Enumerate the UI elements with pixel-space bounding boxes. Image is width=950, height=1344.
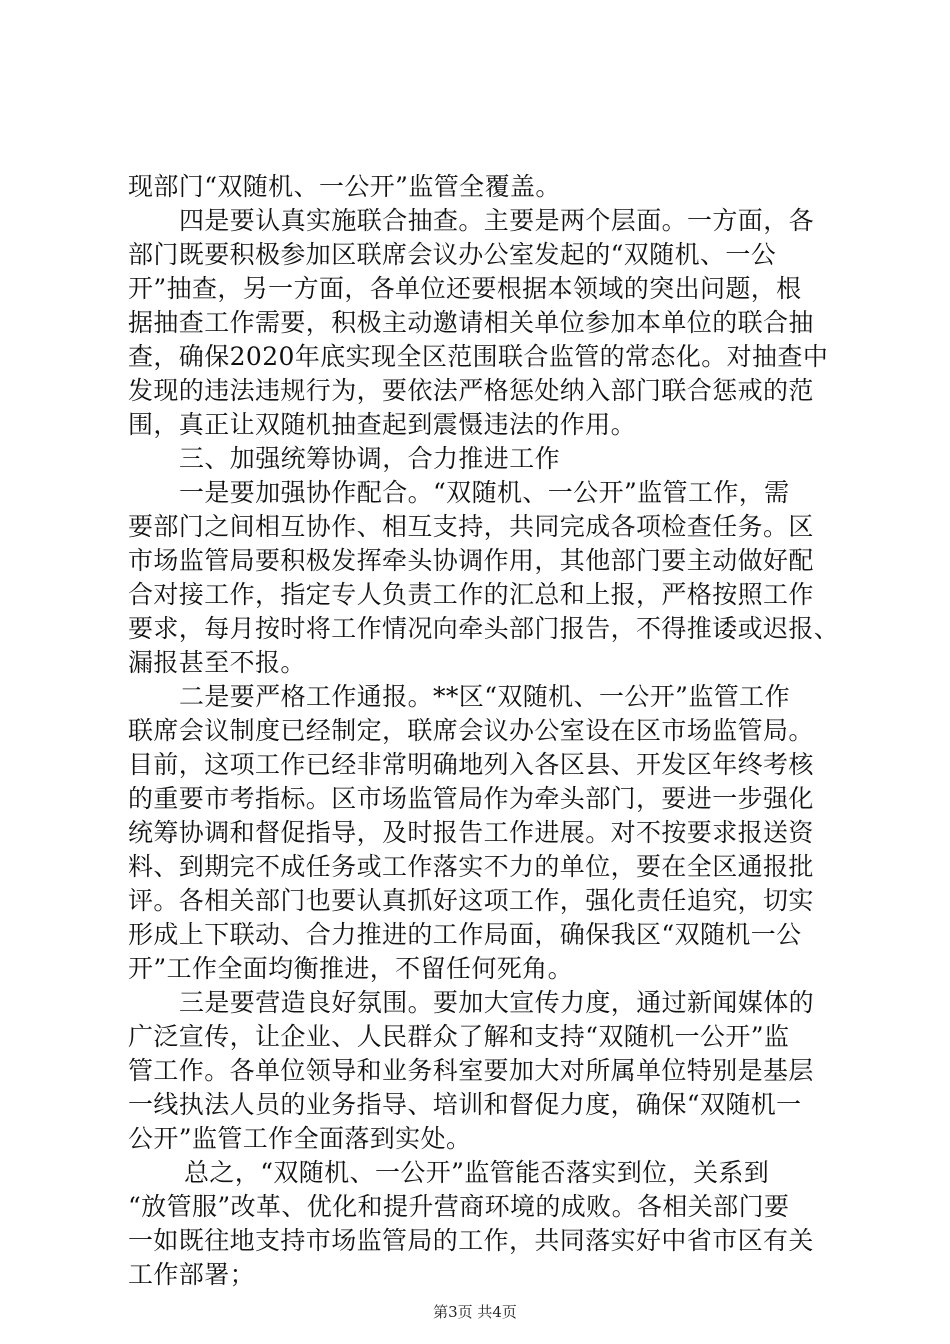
- text-line: 开”工作全面均衡推进，不留任何死角。: [128, 954, 573, 983]
- section-heading: 三、加强统筹协调，合力推进工作: [179, 444, 561, 473]
- text-line: 统筹协调和督促指导，及时报告工作进展。对不按要求报送资: [128, 818, 814, 847]
- text-line: 形成上下联动、合力推进的工作局面，确保我区“双随机一公: [128, 920, 802, 949]
- text-line: 围，真正让双随机抽查起到震慑违法的作用。: [128, 410, 637, 439]
- paragraph-first-line: 三是要营造良好氛围。要加大宣传力度，通过新闻媒体的: [179, 988, 815, 1017]
- text-line: 部门既要积极参加区联席会议办公室发起的“双随机、一公: [128, 240, 777, 269]
- text-line: 的重要市考指标。区市场监管局作为牵头部门，要进一步强化: [128, 784, 814, 813]
- text-line: 目前，这项工作已经非常明确地列入各区县、开发区年终考核: [128, 750, 814, 779]
- text-line: 一如既往地支持市场监管局的工作，共同落实好中省市区有关: [128, 1226, 814, 1255]
- text-line: 工作部署；: [128, 1260, 256, 1289]
- paragraph-first-line: 四是要认真实施联合抽查。主要是两个层面。一方面，各: [179, 206, 815, 235]
- text-line: 一线执法人员的业务指导、培训和督促力度，确保“双随机一: [128, 1090, 802, 1119]
- text-line: “放管服”改革、优化和提升营商环境的成败。各相关部门要: [128, 1192, 790, 1221]
- text-line: 发现的违法违规行为，要依法严格惩处纳入部门联合惩戒的范: [128, 376, 814, 405]
- text-line: 管工作。各单位领导和业务科室要加大对所属单位特别是基层: [128, 1056, 814, 1085]
- text-line: 漏报甚至不报。: [128, 648, 306, 677]
- text-line: 查，确保2020年底实现全区范围联合监管的常态化。对抽查中: [128, 342, 829, 371]
- text-line: 现部门“双随机、一公开”监管全覆盖。: [128, 172, 561, 201]
- text-line: 要求，每月按时将工作情况向牵头部门报告，不得推诿或迟报、: [128, 614, 840, 643]
- text-line: 料、到期完不成任务或工作落实不力的单位，要在全区通报批: [128, 852, 814, 881]
- text-line: 要部门之间相互协作、相互支持，共同完成各项检查任务。区: [128, 512, 814, 541]
- text-line: 评。各相关部门也要认真抓好这项工作，强化责任追究，切实: [128, 886, 814, 915]
- text-line: 广泛宣传，让企业、人民群众了解和支持“双随机一公开”监: [128, 1022, 790, 1051]
- text-line: 据抽查工作需要，积极主动邀请相关单位参加本单位的联合抽: [128, 308, 814, 337]
- paragraph-first-line: 二是要严格工作通报。**区“双随机、一公开”监管工作: [179, 682, 790, 711]
- page-number: 第3页 共4页: [433, 1303, 517, 1321]
- text-line: 合对接工作，指定专人负责工作的汇总和上报，严格按照工作: [128, 580, 814, 609]
- text-line: 公开”监管工作全面落到实处。: [128, 1124, 472, 1153]
- paragraph-first-line: 总之，“双随机、一公开”监管能否落实到位，关系到: [184, 1158, 770, 1187]
- text-line: 市场监管局要积极发挥牵头协调作用，其他部门要主动做好配: [128, 546, 814, 575]
- text-line: 联席会议制度已经制定，联席会议办公室设在区市场监管局。: [128, 716, 814, 745]
- paragraph-first-line: 一是要加强协作配合。“双随机、一公开”监管工作，需: [179, 478, 790, 507]
- text-line: 开”抽查，另一方面，各单位还要根据本领域的突出问题，根: [128, 274, 802, 303]
